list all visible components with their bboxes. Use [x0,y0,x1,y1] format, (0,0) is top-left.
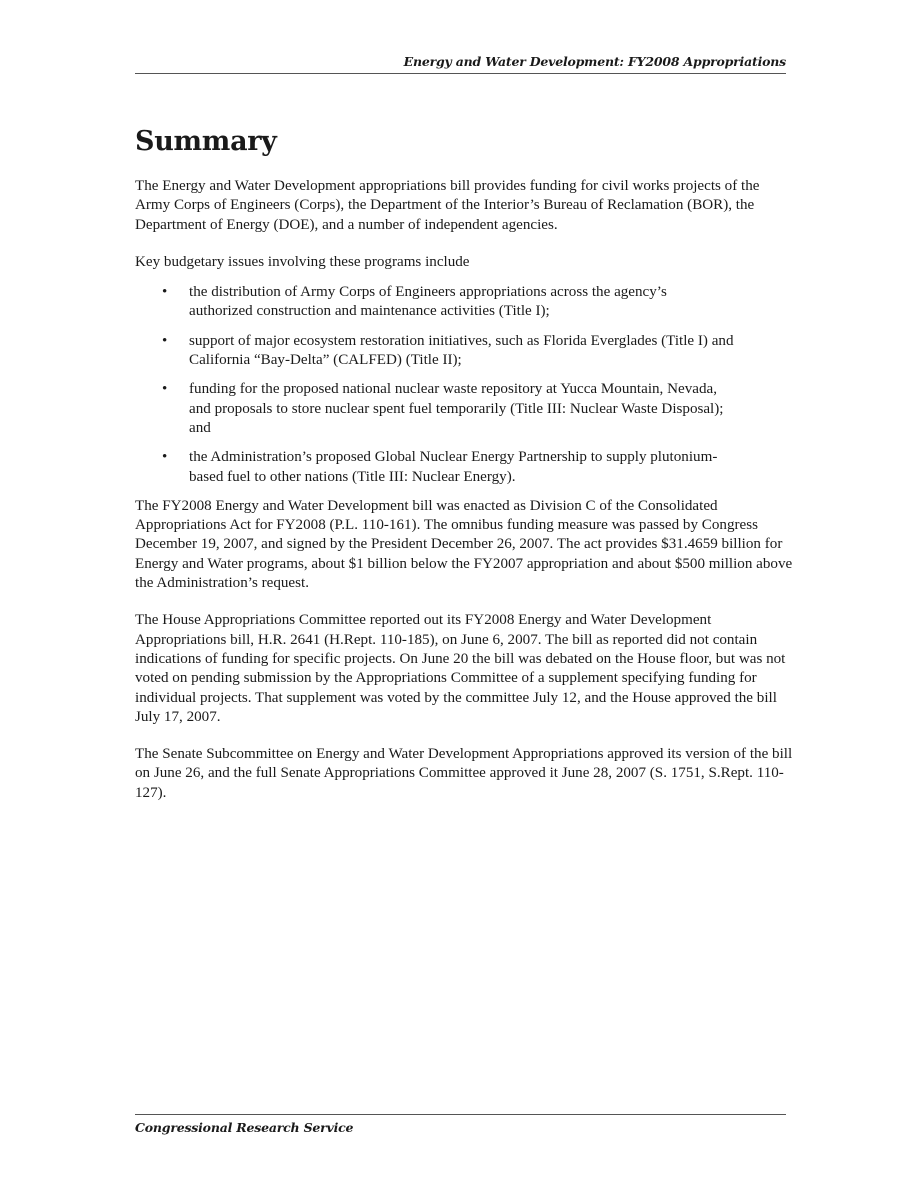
bullet-icon: • [162,381,168,398]
bullet-icon: • [162,284,168,301]
bullet-icon: • [162,449,168,466]
list-item [135,283,734,322]
running-header-title: Energy and Water Development: FY2008 Appropriations [403,54,786,69]
running-header [135,54,786,74]
list-item-text: support of major ecosystem restoration initiatives, such as Florida Everglades (Title I) and California “Bay-Delta” (CALFED) (Title II); [189,332,734,369]
issues-lead-paragraph: Key budgetary issues involving these programs include [135,253,470,270]
house-paragraph: The House Appropriations Committee reported out its FY2008 Energy and Water Development Appropriations bill, H.R. 2641 (H.Rept. 110-185), on June 6, 2007. The bill as reported did not contain indications of funding for specific projects. On June 20 the bill was debated on the House floor, but was not voted on pending submission by the Appropriations Committee of a supplement specifying funding for individual projects. That supplement was voted by the committee July 12, and the House approved the bill July 17, 2007. [135,612,786,725]
page-title: Summary [135,126,277,157]
list-item-text: the distribution of Army Corps of Engineers appropriations across the agency’s authorized construction and maintenance activities (Title I); [189,284,667,320]
list-item [135,448,734,487]
list-item [135,332,734,371]
footer-organization: Congressional Research Service [135,1120,354,1135]
running-footer [135,1114,786,1136]
key-issues-list [135,283,795,487]
list-item-text: funding for the proposed national nuclear waste repository at Yucca Mountain, Nevada, and proposals to store nuclear spent fuel temporarily (Title III: Nuclear Waste Disposal); and [189,381,724,436]
summary-body [135,177,795,821]
senate-paragraph: The Senate Subcommittee on Energy and Water Development Appropriations approved its version of the bill on June 26, and the full Senate Appropriations Committee approved it June 28, 2007 (S. 1751, S.Rept. 110-127). [135,746,793,801]
intro-paragraph: The Energy and Water Development appropriations bill provides funding for civil works projects of the Army Corps of Engineers (Corps), the Department of the Interior’s Bureau of Reclamation (BOR), the Department of Energy (DOE), and a number of independent agencies. [135,178,760,233]
list-item [135,380,734,438]
bullet-icon: • [162,332,168,349]
enactment-paragraph: The FY2008 Energy and Water Development bill was enacted as Division C of the Consolidated Appropriations Act for FY2008 (P.L. 110-161). The omnibus funding measure was passed by Congress December 19, 2007, and signed by the President December 26, 2007. The act provides $31.4659 billion for Energy and Water programs, about $1 billion below the FY2007 appropriation and about $500 million above the Administration’s request. [135,497,793,592]
list-item-text: the Administration’s proposed Global Nuclear Energy Partnership to supply plutonium-based fuel to other nations (Title III: Nuclear Energy). [189,449,718,485]
